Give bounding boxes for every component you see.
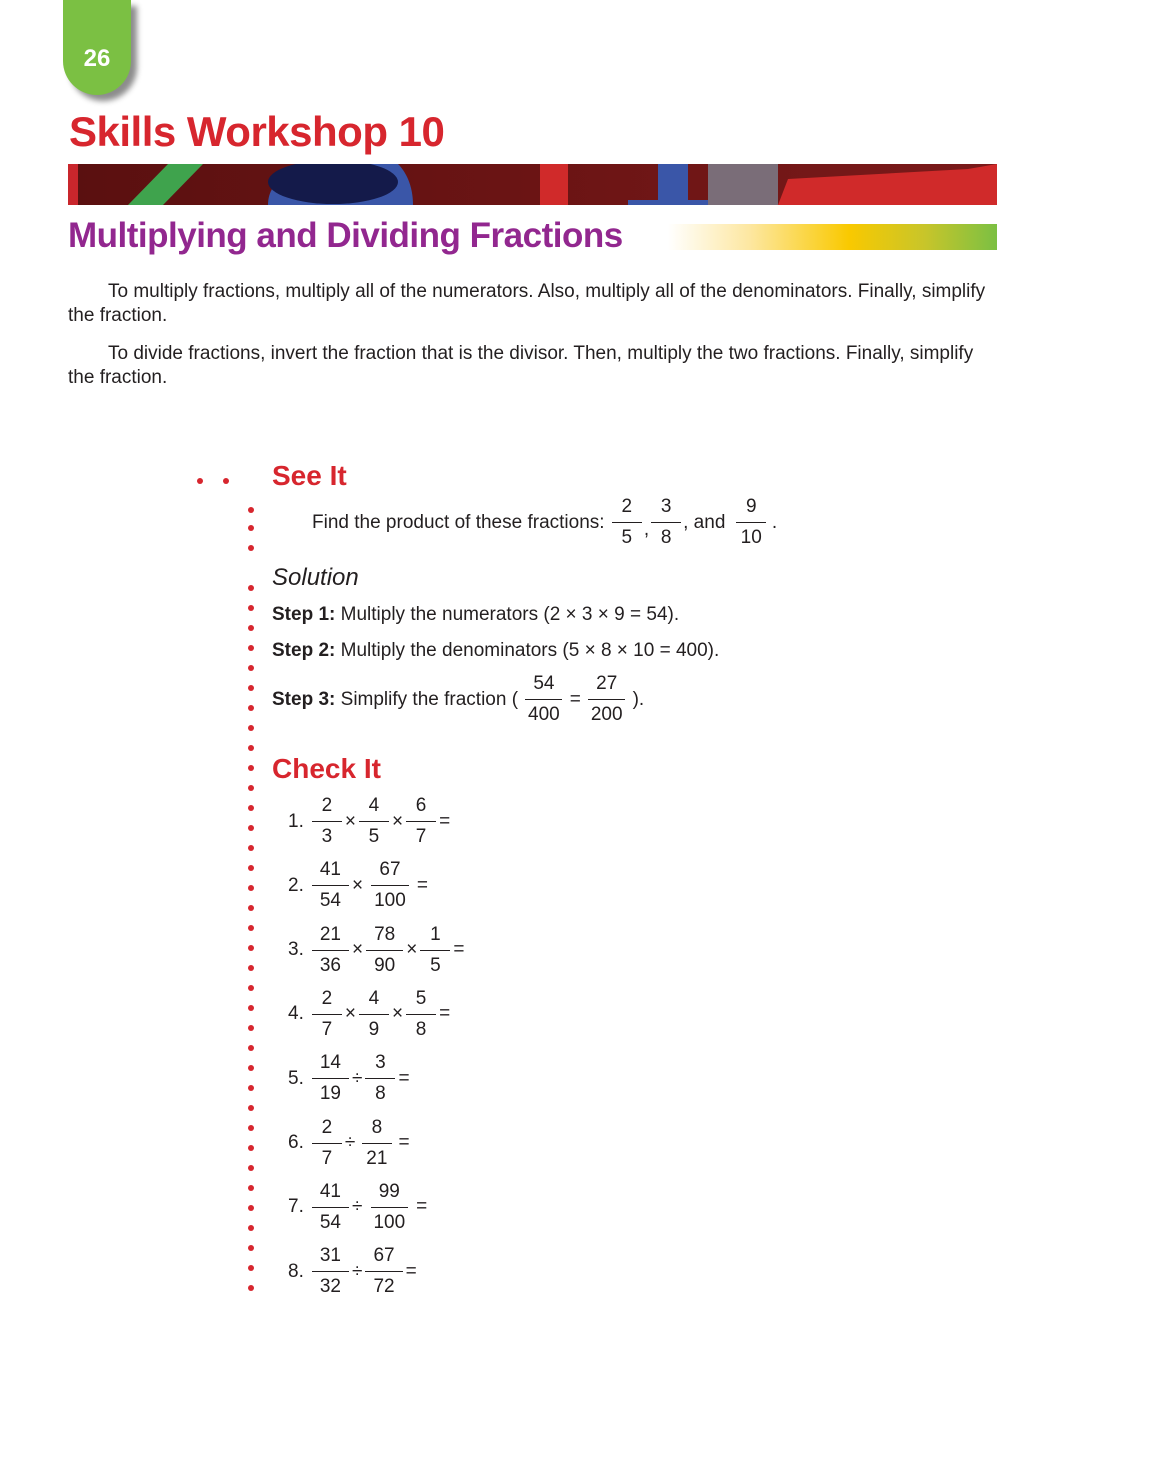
multiply-sign: × bbox=[391, 1003, 404, 1025]
check-it-problem bbox=[288, 1052, 411, 1105]
multiply-sign: × bbox=[352, 939, 364, 961]
dot bbox=[248, 865, 254, 871]
multiply-sign: × bbox=[352, 874, 364, 896]
dot bbox=[248, 825, 254, 831]
problem-number: 1. bbox=[288, 810, 304, 832]
dot bbox=[248, 1245, 254, 1251]
fraction: $\frac{78}{90}$ bbox=[366, 924, 403, 977]
divide-sign: ÷ bbox=[352, 1067, 363, 1089]
dot bbox=[248, 1165, 254, 1171]
dot bbox=[248, 1145, 254, 1151]
check-it-problem bbox=[288, 988, 451, 1041]
fraction: $\frac{67}{100}$ bbox=[366, 859, 414, 912]
problem-number: 2. bbox=[288, 874, 304, 896]
dot bbox=[248, 725, 254, 731]
dot bbox=[248, 1045, 254, 1051]
fraction: $\frac{9}{10}$ bbox=[733, 496, 770, 549]
fraction: $\frac{41}{54}$ bbox=[312, 1181, 349, 1234]
section-title: Multiplying and Dividing Fractions bbox=[68, 216, 623, 255]
divide-sign: ÷ bbox=[352, 1196, 363, 1218]
dot bbox=[248, 1185, 254, 1191]
dot bbox=[248, 1005, 254, 1011]
fraction: $\frac{2}{7}$ bbox=[312, 988, 342, 1041]
fraction: $\frac{3}{8}$ bbox=[365, 1052, 395, 1105]
fraction: $\frac{8}{21}$ bbox=[358, 1117, 395, 1170]
dot bbox=[248, 1065, 254, 1071]
divide-instructions: To divide fractions, invert the fraction that is the divisor. Then, multiply the two fractions. Finally, simplify the fraction. bbox=[68, 343, 974, 388]
fraction: $\frac{99}{100}$ bbox=[365, 1181, 413, 1234]
fraction: $\frac{31}{32}$ bbox=[312, 1245, 349, 1298]
fraction: $\frac{4}{9}$ bbox=[359, 988, 389, 1041]
fraction: $\frac{6}{7}$ bbox=[406, 795, 436, 848]
multiply-sign: × bbox=[344, 810, 356, 832]
fraction: $\frac{27}{200}$ bbox=[583, 673, 631, 726]
dot bbox=[248, 1285, 254, 1291]
problem-number: 6. bbox=[288, 1132, 304, 1153]
fraction: $\frac{2}{5}$ bbox=[612, 496, 642, 549]
dot bbox=[248, 785, 254, 791]
check-it-heading: Check It bbox=[272, 753, 381, 784]
see-it-heading: See It bbox=[272, 460, 347, 491]
multiply-sign: × bbox=[344, 1003, 356, 1025]
check-it-problem bbox=[288, 1245, 418, 1298]
dot bbox=[248, 745, 254, 751]
dot bbox=[248, 665, 254, 671]
divide-sign: ÷ bbox=[344, 1132, 356, 1153]
check-it-problem bbox=[288, 1117, 411, 1170]
see-it-prompt: Find the product of these fractions: bbox=[312, 511, 605, 533]
problem-number: 5. bbox=[288, 1067, 304, 1089]
dot bbox=[248, 885, 254, 891]
divide-sign: ÷ bbox=[352, 1260, 363, 1282]
multiply-sign: × bbox=[406, 939, 418, 961]
dot bbox=[248, 945, 254, 951]
problem-number: 4. bbox=[288, 1003, 304, 1025]
dot bbox=[248, 1025, 254, 1031]
fraction: $\frac{21}{36}$ bbox=[312, 924, 349, 977]
fraction: $\frac{4}{5}$ bbox=[359, 795, 389, 848]
fraction: $\frac{14}{19}$ bbox=[312, 1052, 349, 1105]
dot bbox=[248, 545, 254, 551]
numbers-banner-image bbox=[68, 164, 997, 205]
fraction: $\frac{54}{400}$ bbox=[520, 673, 568, 726]
page-number: 26 bbox=[83, 45, 111, 72]
dot bbox=[248, 925, 254, 931]
equals-sign: = bbox=[405, 1260, 417, 1282]
see-it-problem: Find the product of these fractions: $\frac{2}{5}$ , $\frac{3}{8}$ , and $\frac{9}{10}$ . bbox=[312, 496, 778, 548]
dot bbox=[248, 507, 254, 513]
dot bbox=[248, 845, 254, 851]
equals-sign: = bbox=[416, 1196, 428, 1218]
dot bbox=[248, 605, 254, 611]
equals-sign: = bbox=[453, 939, 465, 961]
equals-sign: = bbox=[439, 1003, 451, 1025]
dot bbox=[248, 805, 254, 811]
check-it-problem bbox=[288, 924, 465, 977]
fraction: $\frac{1}{5}$ bbox=[420, 924, 450, 977]
dot bbox=[248, 705, 254, 711]
equals-sign: = bbox=[398, 1132, 410, 1153]
page-title: Skills Workshop 10 bbox=[69, 108, 445, 155]
fraction: $\frac{2}{7}$ bbox=[312, 1117, 342, 1170]
multiply-instructions: To multiply fractions, multiply all of the numerators. Also, multiply all of the denominators. Finally, simplify the fraction. bbox=[68, 281, 986, 326]
fraction: $\frac{2}{3}$ bbox=[312, 795, 342, 848]
gradient-bar bbox=[668, 224, 997, 250]
dot bbox=[248, 905, 254, 911]
equals-sign: = bbox=[416, 874, 428, 896]
dot bbox=[248, 525, 254, 531]
dot bbox=[248, 985, 254, 991]
dot bbox=[248, 645, 254, 651]
dot bbox=[197, 478, 203, 484]
dot bbox=[248, 1105, 254, 1111]
dot bbox=[248, 1265, 254, 1271]
problem-number: 7. bbox=[288, 1196, 304, 1218]
check-it-problem bbox=[288, 795, 451, 848]
dot bbox=[248, 965, 254, 971]
check-it-problem bbox=[288, 1181, 428, 1234]
dot bbox=[248, 625, 254, 631]
dot bbox=[248, 765, 254, 771]
fraction: $\frac{5}{8}$ bbox=[406, 988, 436, 1041]
page-number-tab bbox=[63, 0, 131, 95]
dot bbox=[248, 1225, 254, 1231]
dot bbox=[248, 1205, 254, 1211]
dot bbox=[248, 585, 254, 591]
problem-number: 8. bbox=[288, 1260, 304, 1282]
solution-label: Solution bbox=[272, 564, 359, 591]
dot bbox=[223, 478, 229, 484]
dot bbox=[248, 1085, 254, 1091]
step-1: Step 1: Multiply the numerators (2 × 3 × 9 = 54). bbox=[272, 604, 680, 625]
fraction: $\frac{41}{54}$ bbox=[312, 859, 349, 912]
equals-sign: = bbox=[398, 1067, 410, 1089]
multiply-sign: × bbox=[391, 810, 404, 832]
problem-number: 3. bbox=[288, 939, 304, 961]
dot bbox=[248, 685, 254, 691]
check-it-problem bbox=[288, 859, 429, 912]
step-3: Step 3: Simplify the fraction ( $\frac{54}{400}$ = $\frac{27}{200}$ ). bbox=[272, 673, 645, 725]
equals-sign: = bbox=[439, 810, 451, 832]
step-2: Step 2: Multiply the denominators (5 × 8 × 10 = 400). bbox=[272, 640, 720, 661]
fraction: $\frac{3}{8}$ bbox=[651, 496, 681, 549]
dot bbox=[248, 1125, 254, 1131]
fraction: $\frac{67}{72}$ bbox=[365, 1245, 402, 1298]
